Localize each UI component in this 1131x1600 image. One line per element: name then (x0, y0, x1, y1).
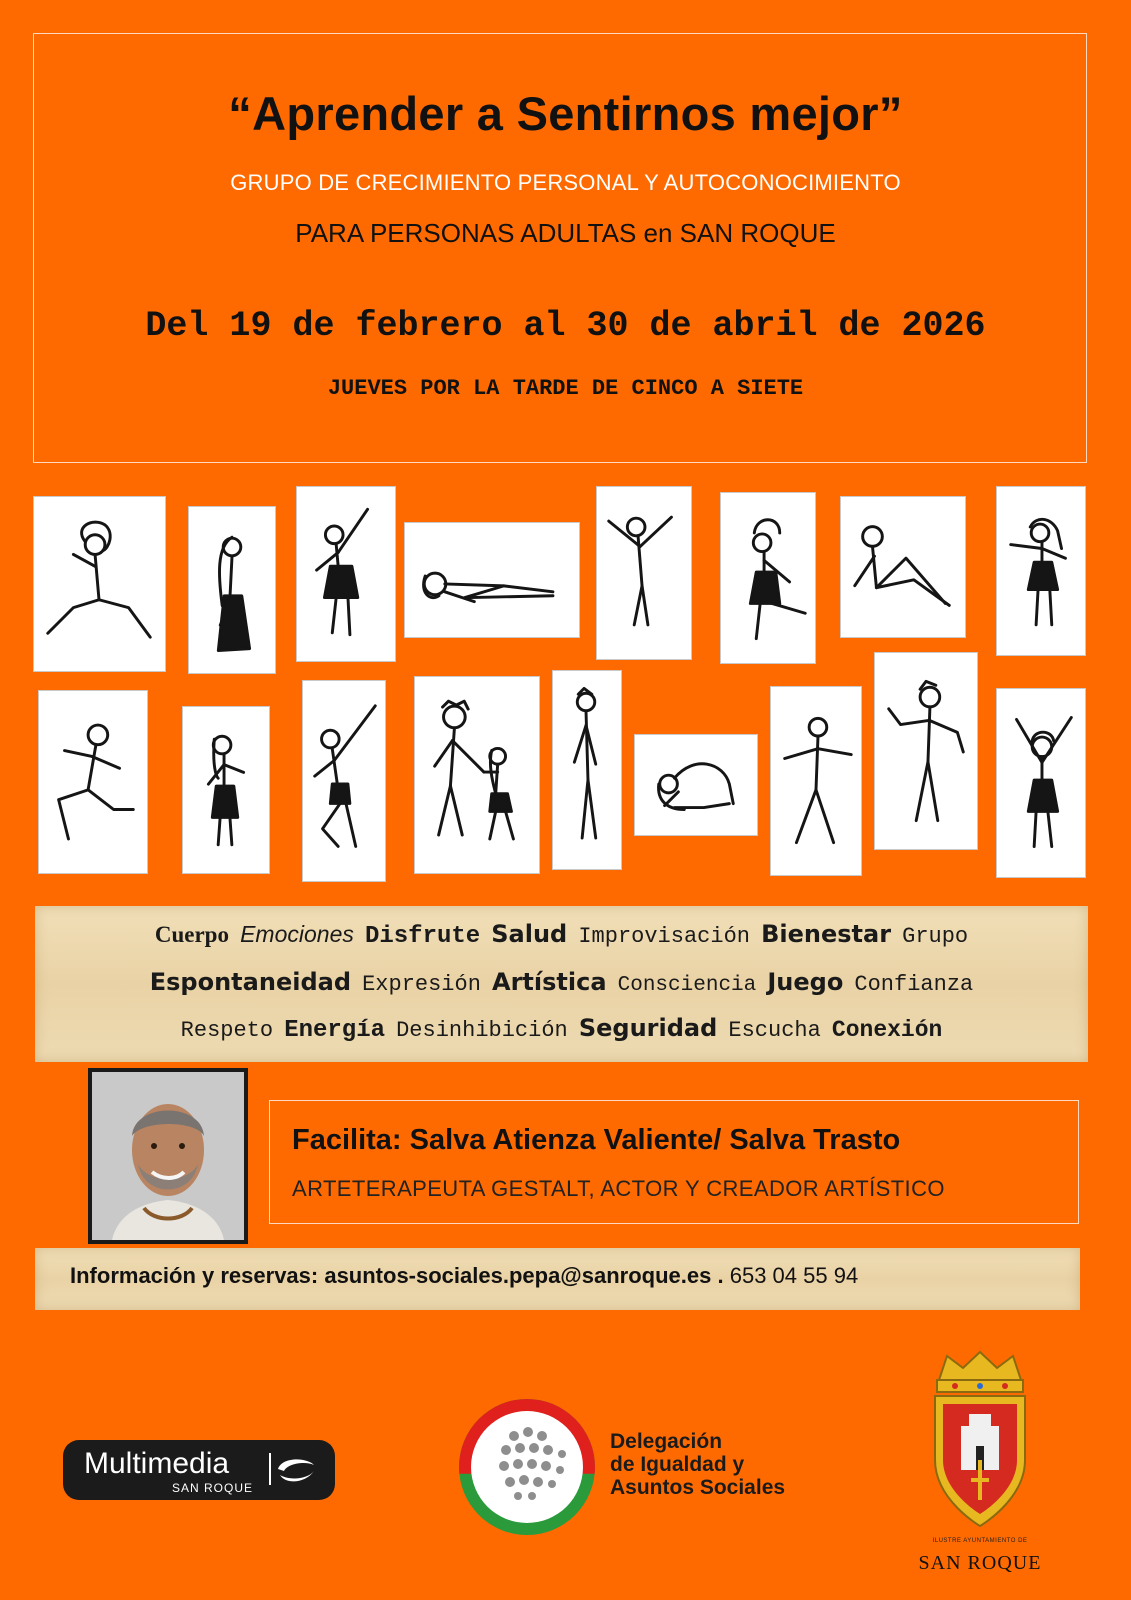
crest-name: SAN ROQUE (918, 1552, 1042, 1574)
stick-figure-icon (182, 706, 270, 874)
stick-figure-icon (596, 486, 692, 660)
keyword: Desinhibición (396, 1018, 568, 1043)
keyword: Conexión (831, 1017, 943, 1043)
keyword: Emociones (240, 921, 354, 947)
delegacion-igualdad-logo-icon (452, 1392, 602, 1542)
keyword: Escucha (728, 1018, 821, 1043)
keywords-panel (35, 906, 1088, 1062)
keyword: Juego (767, 968, 844, 996)
multimedia-emblem-icon (266, 1451, 318, 1487)
keyword: Seguridad (578, 1014, 718, 1042)
facilitator-portrait-icon (88, 1068, 248, 1244)
info-phone: 653 04 55 94 (729, 1263, 859, 1288)
stick-figure-icon (33, 496, 166, 672)
keyword: Espontaneidad (149, 968, 351, 996)
delegacion-text (610, 1430, 785, 1499)
san-roque-crest-icon (925, 1350, 1035, 1530)
keyword: Grupo (902, 924, 969, 949)
keyword: Cuerpo (154, 922, 229, 947)
keyword: Salud (491, 920, 568, 948)
keyword: Respeto (180, 1018, 274, 1043)
stick-figure-icon (770, 686, 862, 876)
facilitator-frame (269, 1100, 1079, 1224)
poster-subtitle-2: PARA PERSONAS ADULTAS en SAN ROQUE (295, 218, 836, 248)
stick-figure-icon (996, 688, 1086, 878)
facilitator-role: ARTETERAPEUTA GESTALT, ACTOR Y CREADOR ARTÍSTICO (292, 1176, 945, 1201)
stick-figure-icon (840, 496, 966, 638)
stick-figure-icon (720, 492, 816, 664)
stick-figure-icon (874, 652, 978, 850)
event-schedule: JUEVES POR LA TARDE DE CINCO A SIETE (327, 376, 804, 401)
stick-figure-icon (996, 486, 1086, 656)
stick-figure-icon (414, 676, 540, 874)
stick-figure-icon (404, 522, 580, 638)
keyword: Confianza (854, 972, 974, 997)
stick-figure-icon (296, 486, 396, 662)
facilitator-name: Facilita: Salva Atienza Valiente/ Salva Trasto (292, 1124, 901, 1156)
stick-figure-icon (302, 680, 386, 882)
event-dates: Del 19 de febrero al 30 de abril de 2026 (145, 306, 986, 346)
poster-title: “Aprender a Sentirnos mejor” (228, 87, 903, 140)
keyword: Energía (284, 1017, 386, 1044)
keyword: Consciencia (617, 974, 757, 997)
delegacion-line: Asuntos Sociales (610, 1476, 786, 1499)
stick-figure-icon (634, 734, 758, 836)
crest-caption: ILUSTRE AYUNTAMIENTO DE (932, 1538, 1028, 1544)
keyword: Improvisación (578, 924, 750, 949)
stick-figure-icon (552, 670, 622, 870)
multimedia-logo-sub: SAN ROQUE (172, 1481, 254, 1495)
stick-figure-icon (38, 690, 148, 874)
keyword: Bienestar (761, 920, 892, 948)
poster-subtitle-1: GRUPO DE CRECIMIENTO PERSONAL Y AUTOCONOCIMIENTO (230, 170, 901, 195)
delegacion-line: Delegación (610, 1430, 723, 1453)
delegacion-line: de Igualdad y (610, 1453, 745, 1476)
info-label: Información y reservas: asuntos-sociales.pepa@sanroque.es . (70, 1263, 724, 1288)
multimedia-logo-word: Multimedia (84, 1447, 230, 1480)
keyword: Expresión (362, 972, 481, 997)
info-line (70, 1263, 858, 1289)
stick-figure-icon (188, 506, 276, 674)
keyword: Disfrute (364, 923, 481, 950)
keyword: Artística (492, 968, 607, 996)
